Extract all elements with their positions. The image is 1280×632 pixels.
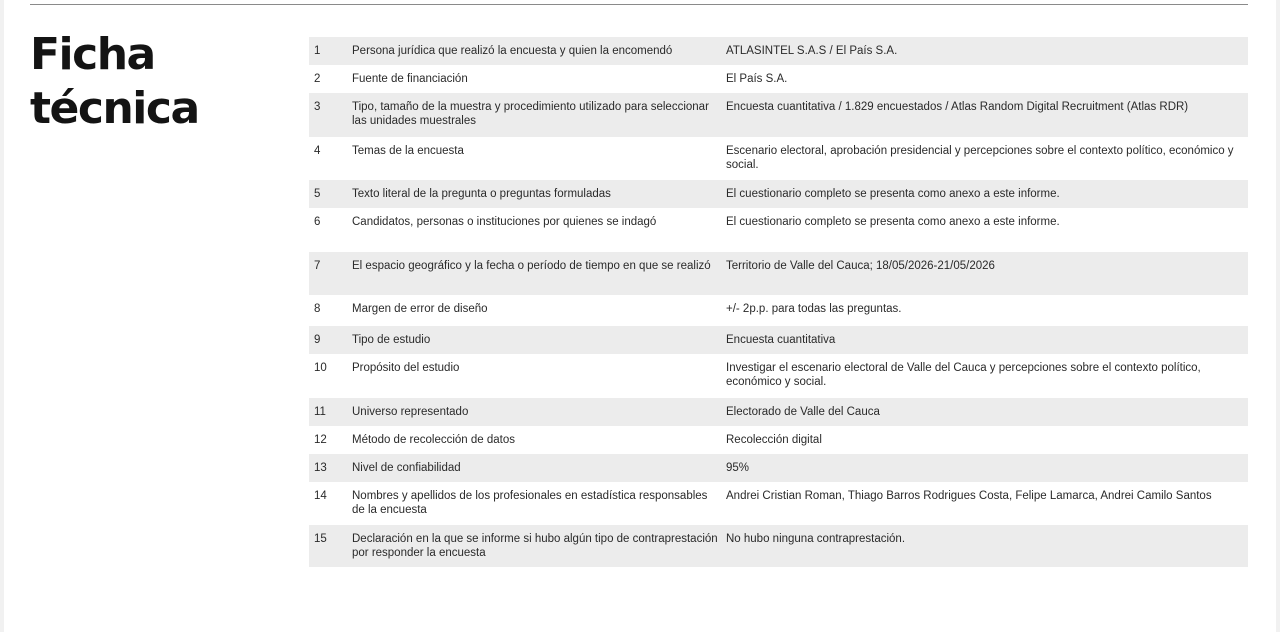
row-value: Escenario electoral, aprobación presidencial y percepciones sobre el contexto político, económico y social. <box>726 145 1234 171</box>
table-row <box>309 398 1248 426</box>
page-title-line-1: Ficha <box>30 29 155 80</box>
row-number: 13 <box>314 462 327 474</box>
table-row <box>309 37 1248 65</box>
row-value: Investigar el escenario electoral de Valle del Cauca y percepciones sobre el contexto político, económico y social. <box>726 362 1201 388</box>
row-label: Tipo, tamaño de la muestra y procedimiento utilizado para seleccionar las unidades muestrales <box>352 101 709 127</box>
row-label: Nombres y apellidos de los profesionales en estadística responsables de la encuesta <box>352 490 708 516</box>
row-label: Fuente de financiación <box>352 73 468 85</box>
row-number: 1 <box>314 45 321 57</box>
row-number: 7 <box>314 260 321 272</box>
table-row <box>309 65 1248 93</box>
row-value: Electorado de Valle del Cauca <box>726 406 880 418</box>
row-number: 3 <box>314 101 321 113</box>
row-value: Encuesta cuantitativa / 1.829 encuestados / Atlas Random Digital Recruitment (Atlas RDR) <box>726 101 1189 113</box>
row-value: ATLASINTEL S.A.S / El País S.A. <box>726 45 898 57</box>
row-number: 5 <box>314 188 321 200</box>
table-row <box>309 208 1248 252</box>
row-value: Territorio de Valle del Cauca; 18/05/2026-21/05/2026 <box>726 260 995 272</box>
row-number: 2 <box>314 73 321 85</box>
row-label: Declaración en la que se informe si hubo algún tipo de contraprestación por responder la encuesta <box>352 533 718 559</box>
table-row <box>309 482 1248 525</box>
row-number: 6 <box>314 216 321 228</box>
row-value: No hubo ninguna contraprestación. <box>726 533 906 545</box>
row-label: Propósito del estudio <box>352 362 460 374</box>
row-label: Texto literal de la pregunta o preguntas formuladas <box>352 188 611 200</box>
row-value: Andrei Cristian Roman, Thiago Barros Rodrigues Costa, Felipe Lamarca, Andrei Camilo Santos <box>726 490 1212 502</box>
table-row <box>309 525 1248 567</box>
table-row <box>309 137 1248 180</box>
page-title-line-2: técnica <box>30 83 199 134</box>
table-row <box>309 252 1248 295</box>
row-value: Recolección digital <box>726 434 822 446</box>
row-value: 95% <box>726 462 750 474</box>
row-value: El cuestionario completo se presenta como anexo a este informe. <box>726 188 1060 200</box>
table-row <box>309 426 1248 454</box>
row-label: Método de recolección de datos <box>352 434 516 446</box>
table-row <box>309 180 1248 208</box>
document-page <box>4 0 1276 632</box>
row-label: Persona jurídica que realizó la encuesta y quien la encomendó <box>352 45 673 57</box>
row-value: El cuestionario completo se presenta como anexo a este informe. <box>726 216 1060 228</box>
row-value: El País S.A. <box>726 73 788 85</box>
row-number: 15 <box>314 533 327 545</box>
row-value: +/- 2p.p. para todas las preguntas. <box>726 303 902 315</box>
table-row <box>309 326 1248 354</box>
row-number: 14 <box>314 490 327 502</box>
row-number: 8 <box>314 303 321 315</box>
technical-sheet-table <box>309 37 1248 567</box>
table-row <box>309 454 1248 482</box>
row-value: Encuesta cuantitativa <box>726 334 836 346</box>
row-label: Universo representado <box>352 406 469 418</box>
row-number: 11 <box>314 406 326 418</box>
row-label: Margen de error de diseño <box>352 303 488 315</box>
row-number: 9 <box>314 334 321 346</box>
row-label: Tipo de estudio <box>352 334 431 346</box>
table-row <box>309 354 1248 398</box>
top-divider <box>30 4 1248 5</box>
row-label: Candidatos, personas o instituciones por quienes se indagó <box>352 216 657 228</box>
row-number: 10 <box>314 362 327 374</box>
table-row <box>309 93 1248 137</box>
row-label: El espacio geográfico y la fecha o período de tiempo en que se realizó <box>352 260 711 272</box>
row-number: 12 <box>314 434 327 446</box>
row-label: Temas de la encuesta <box>352 145 464 157</box>
row-number: 4 <box>314 145 321 157</box>
table-row <box>309 295 1248 326</box>
page-title <box>30 28 199 136</box>
row-label: Nivel de confiabilidad <box>352 462 461 474</box>
